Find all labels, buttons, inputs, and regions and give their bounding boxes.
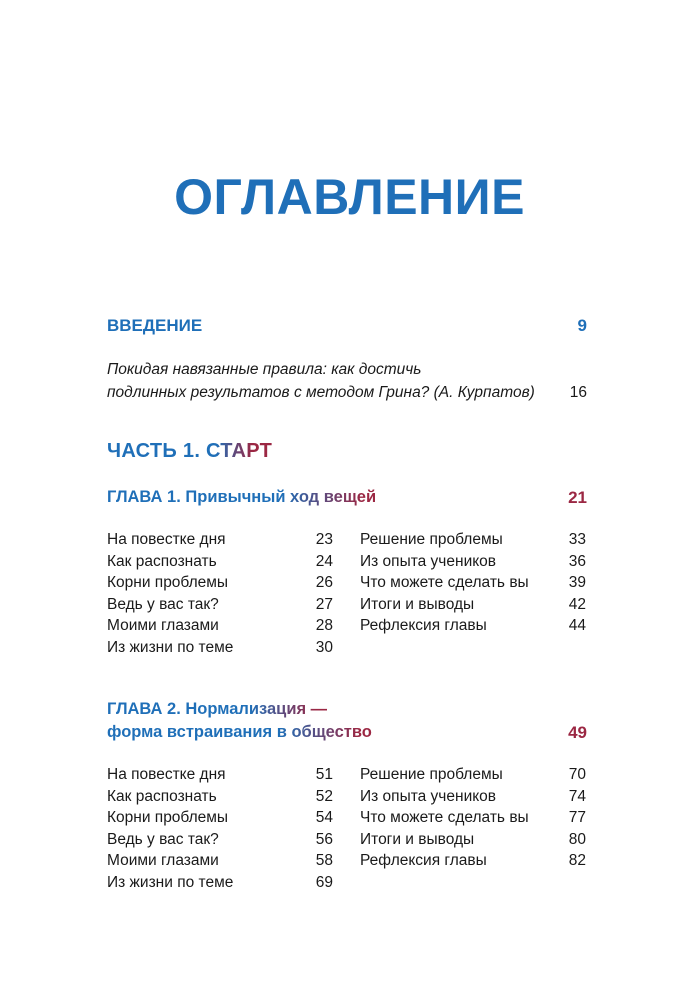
item-label: Как распознать bbox=[107, 552, 217, 570]
item-page: 39 bbox=[568, 574, 586, 591]
chapter-2-left-list bbox=[107, 764, 333, 893]
item-label: Ведь у вас так? bbox=[107, 595, 219, 613]
list-item[interactable] bbox=[360, 764, 586, 786]
item-page: 80 bbox=[568, 830, 586, 848]
item-page: 27 bbox=[315, 595, 333, 613]
item-label: Ведь у вас так? bbox=[107, 830, 219, 848]
item-page: 52 bbox=[315, 787, 333, 805]
list-item[interactable] bbox=[360, 594, 586, 616]
list-item[interactable] bbox=[107, 529, 333, 551]
item-page: 56 bbox=[315, 830, 333, 848]
item-page: 30 bbox=[315, 638, 333, 656]
item-page: 33 bbox=[568, 531, 586, 548]
page-title: ОГЛАВЛЕНИЕ bbox=[174, 169, 525, 225]
chapter-1-right-list bbox=[360, 529, 586, 637]
list-item[interactable] bbox=[360, 551, 586, 573]
list-item[interactable] bbox=[107, 594, 333, 616]
item-page: 23 bbox=[315, 531, 333, 548]
item-page: 42 bbox=[568, 595, 586, 613]
item-label: Из жизни по теме bbox=[107, 638, 234, 656]
chapter-1-left-list bbox=[107, 529, 333, 658]
list-item[interactable] bbox=[107, 637, 333, 659]
toc-entry-preface[interactable] bbox=[107, 358, 587, 404]
preface-page: 16 bbox=[569, 384, 587, 401]
item-label: Как распознать bbox=[107, 787, 217, 805]
list-item[interactable] bbox=[360, 850, 586, 872]
item-page: 77 bbox=[568, 809, 586, 826]
introduction-label: ВВЕДЕНИЕ bbox=[107, 316, 203, 335]
chapter-1-page: 21 bbox=[568, 488, 587, 507]
item-label: Что можете сделать вы bbox=[360, 809, 529, 826]
list-item[interactable] bbox=[107, 850, 333, 872]
list-item[interactable] bbox=[107, 807, 333, 829]
item-label: На повестке дня bbox=[107, 531, 226, 548]
item-label: На повестке дня bbox=[107, 766, 226, 783]
item-page: 74 bbox=[568, 787, 586, 805]
list-item[interactable] bbox=[360, 529, 586, 551]
preface-line-2: подлинных результатов с методом Грина? (А. Курпатов) bbox=[107, 384, 535, 401]
list-item[interactable] bbox=[360, 615, 586, 637]
item-page: 54 bbox=[315, 809, 333, 826]
chapter-1-heading[interactable] bbox=[107, 486, 587, 509]
chapter-2-label-line-2: форма встраивания в общество bbox=[107, 721, 372, 744]
list-item[interactable] bbox=[107, 872, 333, 894]
list-item[interactable] bbox=[107, 764, 333, 786]
item-page: 28 bbox=[315, 617, 333, 634]
list-item[interactable] bbox=[360, 807, 586, 829]
item-page: 26 bbox=[315, 574, 333, 591]
list-item[interactable] bbox=[107, 829, 333, 851]
preface-line-1: Покидая навязанные правила: как достичь bbox=[107, 361, 422, 378]
list-item[interactable] bbox=[107, 551, 333, 573]
item-label: Корни проблемы bbox=[107, 574, 229, 591]
introduction-page: 9 bbox=[577, 316, 587, 335]
item-label: Из опыта учеников bbox=[360, 552, 497, 570]
toc-entry-introduction[interactable] bbox=[107, 316, 587, 338]
item-label: Из опыта учеников bbox=[360, 787, 497, 805]
item-label: Итоги и выводы bbox=[360, 830, 475, 848]
item-page: 51 bbox=[315, 766, 333, 783]
item-label: Рефлексия главы bbox=[360, 617, 487, 634]
item-page: 44 bbox=[568, 617, 586, 634]
list-item[interactable] bbox=[107, 615, 333, 637]
item-page: 58 bbox=[315, 852, 333, 869]
item-label: Решение проблемы bbox=[360, 766, 503, 783]
item-page: 70 bbox=[568, 766, 586, 783]
preface-text bbox=[107, 358, 552, 404]
list-item[interactable] bbox=[360, 572, 586, 594]
list-item[interactable] bbox=[360, 786, 586, 808]
item-page: 24 bbox=[315, 552, 333, 570]
list-item[interactable] bbox=[107, 572, 333, 594]
item-label: Решение проблемы bbox=[360, 531, 503, 548]
item-label: Рефлексия главы bbox=[360, 852, 487, 869]
chapter-2-right-list bbox=[360, 764, 586, 872]
list-item[interactable] bbox=[360, 829, 586, 851]
chapter-2-label-line-1: ГЛАВА 2. Нормализация — bbox=[107, 698, 327, 721]
chapter-2-page: 49 bbox=[568, 723, 587, 742]
list-item[interactable] bbox=[107, 786, 333, 808]
chapter-2-heading[interactable] bbox=[107, 698, 587, 744]
item-page: 69 bbox=[315, 873, 333, 891]
item-label: Из жизни по теме bbox=[107, 873, 234, 891]
item-page: 36 bbox=[568, 552, 586, 570]
part-heading: ЧАСТЬ 1. СТАРТ bbox=[107, 440, 273, 462]
item-label: Итоги и выводы bbox=[360, 595, 475, 613]
item-label: Моими глазами bbox=[107, 852, 219, 869]
item-label: Корни проблемы bbox=[107, 809, 229, 826]
item-label: Что можете сделать вы bbox=[360, 574, 529, 591]
item-page: 82 bbox=[568, 852, 586, 869]
item-label: Моими глазами bbox=[107, 617, 219, 634]
chapter-1-label: ГЛАВА 1. Привычный ход вещей bbox=[107, 486, 376, 509]
